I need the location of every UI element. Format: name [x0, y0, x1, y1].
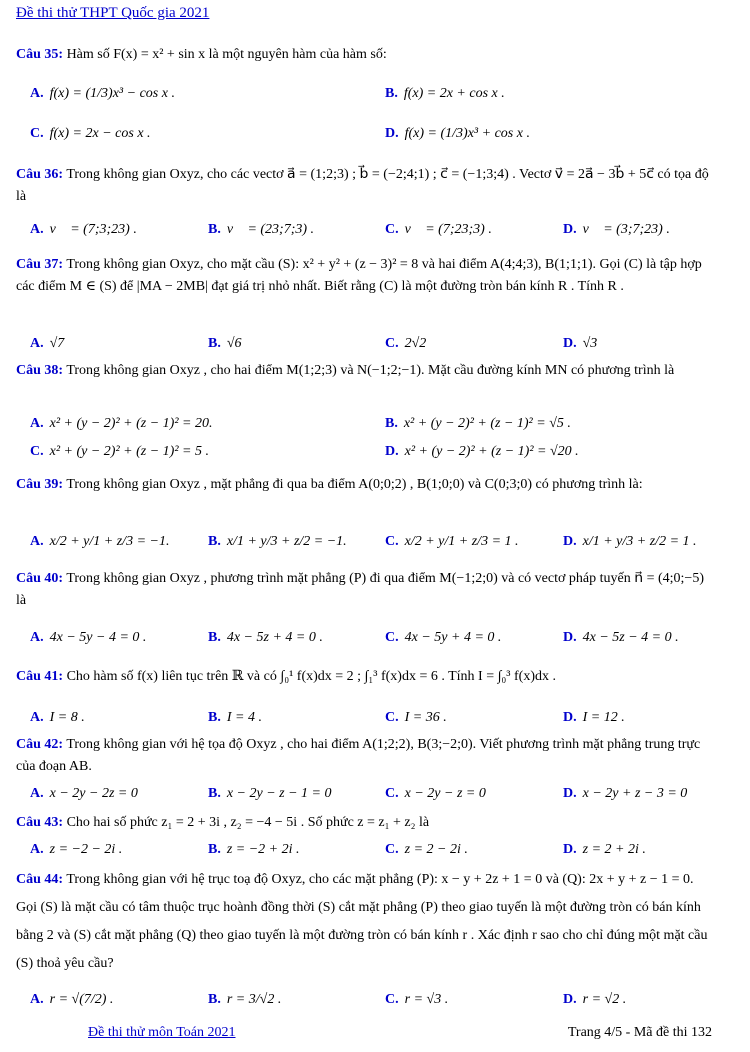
option-label: D.	[563, 534, 577, 549]
option-label: C.	[385, 992, 399, 1007]
question-number: Câu 40:	[16, 571, 64, 586]
option-text: v⃗ = (23;7;3) .	[226, 222, 315, 237]
question-number: Câu 44:	[16, 872, 64, 887]
option-text: x/1 + y/3 + z/2 = −1.	[226, 534, 347, 549]
question-39	[16, 474, 716, 496]
question-36	[16, 164, 716, 208]
option-label: B.	[208, 710, 221, 725]
question-35	[16, 44, 716, 66]
options-row	[30, 440, 720, 464]
options-row	[30, 218, 720, 242]
question-37	[16, 254, 716, 298]
option-text: f(x) = (1/3)x³ + cos x .	[404, 126, 530, 141]
option-text: √7	[49, 336, 65, 351]
option-text: z = 2 + 2i .	[582, 842, 646, 857]
option-label: D.	[563, 786, 577, 801]
question-42	[16, 734, 716, 778]
option-text: r = √(7/2) .	[49, 992, 114, 1007]
option-label: C.	[385, 630, 399, 645]
option-label: A.	[30, 222, 44, 237]
question-number: Câu 37:	[16, 257, 64, 272]
option-label: C.	[385, 336, 399, 351]
question-text: Trong không gian với hệ tọa độ Oxyz , cho hai điểm A(1;2;2), B(3;−2;0). Viết phương trình mặt phẳng trung trực của đoạn AB.	[16, 737, 701, 774]
option-label: B.	[208, 222, 221, 237]
option-label: D.	[385, 444, 399, 459]
option-label: B.	[385, 86, 398, 101]
option-label: A.	[30, 534, 44, 549]
option-text: I = 8 .	[49, 710, 85, 725]
question-number: Câu 35:	[16, 47, 64, 62]
option-label: A.	[30, 842, 44, 857]
option-text: x/2 + y/1 + z/3 = −1.	[49, 534, 170, 549]
option-text: r = √3 .	[404, 992, 449, 1007]
question-44	[16, 866, 716, 978]
option-label: B.	[208, 786, 221, 801]
option-label: B.	[208, 336, 221, 351]
question-text: Trong không gian Oxyz , cho hai điểm M(1;2;3) và N(−1;2;−1). Mặt cầu đường kính MN có phương trình là	[66, 363, 675, 378]
question-number: Câu 41:	[16, 669, 64, 684]
option-text: I = 36 .	[404, 710, 447, 725]
option-text: v⃗ = (7;3;23) .	[49, 222, 137, 237]
option-text: z = −2 − 2i .	[49, 842, 123, 857]
option-label: A.	[30, 630, 44, 645]
option-text: z = −2 + 2i .	[226, 842, 300, 857]
option-label: C.	[385, 786, 399, 801]
options-row	[30, 82, 720, 106]
option-label: A.	[30, 992, 44, 1007]
question-40	[16, 568, 716, 612]
option-text: x/1 + y/3 + z/2 = 1 .	[582, 534, 697, 549]
options-row	[30, 838, 720, 862]
option-label: D.	[563, 630, 577, 645]
footer-left: Đề thi thử môn Toán 2021	[88, 1025, 236, 1040]
options-row	[30, 122, 720, 146]
option-label: C.	[385, 534, 399, 549]
question-text: Trong không gian Oxyz, cho các vectơ a⃗ = (1;2;3) ; b⃗ = (−2;4;1) ; c⃗ = (−1;3;4) . Vectơ v⃗ = 2a⃗ − 3b⃗ + 5c⃗ có tọa độ là	[16, 167, 709, 204]
option-text: √3	[582, 336, 598, 351]
option-text: I = 4 .	[226, 710, 262, 725]
option-text: f(x) = 2x − cos x .	[49, 126, 151, 141]
option-text: v⃗ = (3;7;23) .	[582, 222, 670, 237]
option-label: D.	[563, 710, 577, 725]
question-38	[16, 360, 716, 382]
option-text: x² + (y − 2)² + (z − 1)² = 20.	[49, 416, 213, 431]
footer-right: Trang 4/5 - Mã đề thi 132	[567, 1025, 712, 1040]
question-41	[16, 666, 716, 688]
question-number: Câu 43:	[16, 815, 64, 830]
option-label: B.	[385, 416, 398, 431]
question-text: Trong không gian Oxyz , mặt phẳng đi qua ba điểm A(0;0;2) , B(1;0;0) và C(0;3;0) có phương trình là:	[66, 477, 643, 492]
option-label: B.	[208, 630, 221, 645]
question-number: Câu 38:	[16, 363, 64, 378]
options-row	[30, 530, 720, 554]
question-number: Câu 42:	[16, 737, 64, 752]
option-label: B.	[208, 992, 221, 1007]
option-text: x/2 + y/1 + z/3 = 1 .	[404, 534, 519, 549]
option-text: v⃗ = (7;23;3) .	[404, 222, 492, 237]
options-row	[30, 332, 720, 356]
options-row	[30, 782, 720, 806]
option-text: x − 2y − z − 1 = 0	[226, 786, 332, 801]
page-header: Đề thi thử THPT Quốc gia 2021	[16, 5, 210, 21]
question-text: Trong không gian với hệ trục toạ độ Oxyz, cho các mặt phẳng (P): x − y + 2z + 1 = 0 và (Q): 2x + y + z − 1 = 0. Gọi (S) là mặt cầu có tâm thuộc trục hoành đồng thời (S) cắt mặt phẳng (P) theo giao tuyến là một đường tròn có bán kính bằng 2 và (S) cắt mặt phẳng (Q) theo giao tuyến là một đường tròn có bán kính r . Xác định r sao cho chỉ đúng một mặt cầu (S) thoả yêu cầu?	[16, 872, 708, 971]
option-label: D.	[563, 842, 577, 857]
option-label: D.	[563, 222, 577, 237]
options-row	[30, 412, 720, 436]
option-text: f(x) = 2x + cos x .	[403, 86, 505, 101]
option-text: 4x − 5y − 4 = 0 .	[49, 630, 147, 645]
question-number: Câu 36:	[16, 167, 64, 182]
question-number: Câu 39:	[16, 477, 64, 492]
question-text: Cho hai số phức z₁ = 2 + 3i , z₂ = −4 − 5i . Số phức z = z₁ + z₂ là	[66, 815, 430, 830]
option-label: C.	[30, 126, 44, 141]
options-row	[30, 988, 720, 1012]
option-text: x − 2y − z = 0	[404, 786, 486, 801]
option-text: z = 2 − 2i .	[404, 842, 468, 857]
option-label: A.	[30, 86, 44, 101]
option-text: x − 2y + z − 3 = 0	[582, 786, 688, 801]
option-text: 4x − 5z + 4 = 0 .	[226, 630, 323, 645]
question-text: Trong không gian Oxyz , phương trình mặt phẳng (P) đi qua điểm M(−1;2;0) và có vectơ pháp tuyến n⃗ = (4;0;−5) là	[16, 571, 704, 608]
option-text: 4x − 5z − 4 = 0 .	[582, 630, 679, 645]
option-label: D.	[563, 992, 577, 1007]
option-text: x² + (y − 2)² + (z − 1)² = √20 .	[404, 444, 579, 459]
option-label: D.	[563, 336, 577, 351]
option-label: B.	[208, 534, 221, 549]
option-label: C.	[385, 842, 399, 857]
option-text: x² + (y − 2)² + (z − 1)² = 5 .	[49, 444, 209, 459]
option-label: A.	[30, 336, 44, 351]
question-text: Cho hàm số f(x) liên tục trên ℝ và có ∫₀¹ f(x)dx = 2 ; ∫₁³ f(x)dx = 6 . Tính I = ∫₀³ f(x)dx .	[66, 669, 556, 684]
options-row	[30, 706, 720, 730]
option-label: D.	[385, 126, 399, 141]
question-text: Hàm số F(x) = x² + sin x là một nguyên hàm của hàm số:	[66, 47, 387, 62]
option-text: 2√2	[404, 336, 427, 351]
option-text: I = 12 .	[582, 710, 625, 725]
option-text: √6	[226, 336, 242, 351]
option-label: A.	[30, 710, 44, 725]
option-text: 4x − 5y + 4 = 0 .	[404, 630, 502, 645]
option-label: A.	[30, 416, 44, 431]
option-text: r = √2 .	[582, 992, 627, 1007]
option-label: B.	[208, 842, 221, 857]
option-label: C.	[385, 710, 399, 725]
question-text: Trong không gian Oxyz, cho mặt cầu (S): x² + y² + (z − 3)² = 8 và hai điểm A(4;4;3), B(1;1;1). Gọi (C) là tập hợp các điểm M ∈ (S) để |MA − 2MB| đạt giá trị nhỏ nhất. Biết rằng (C) là một đường tròn bán kính R . Tính R .	[16, 257, 702, 294]
option-label: A.	[30, 786, 44, 801]
option-label: C.	[385, 222, 399, 237]
option-text: x − 2y − 2z = 0	[49, 786, 138, 801]
question-43	[16, 812, 716, 834]
options-row	[30, 626, 720, 650]
option-label: C.	[30, 444, 44, 459]
option-text: r = 3/√2 .	[226, 992, 282, 1007]
option-text: f(x) = (1/3)x³ − cos x .	[49, 86, 175, 101]
option-text: x² + (y − 2)² + (z − 1)² = √5 .	[403, 416, 571, 431]
